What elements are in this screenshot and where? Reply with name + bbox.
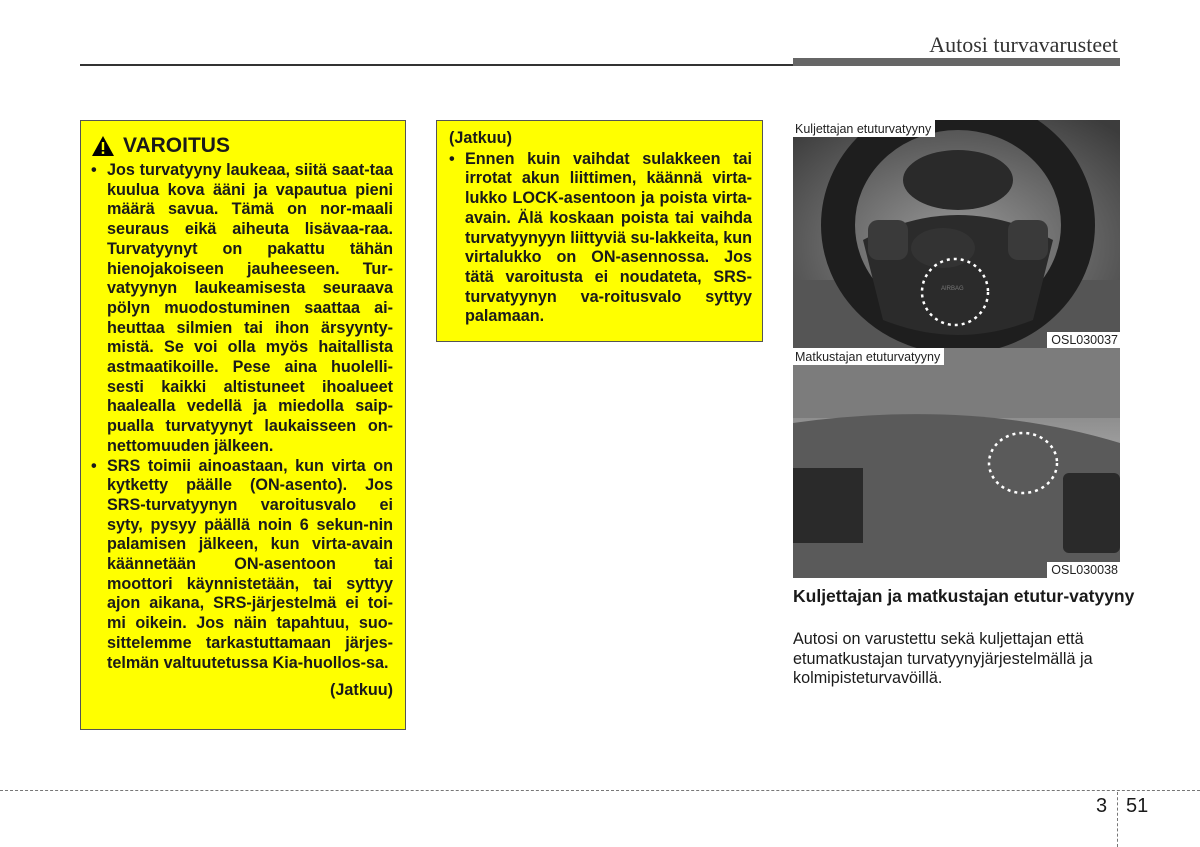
- warning-bullet: • Jos turvatyyny laukeaa, siitä saat-taa kuulua kova ääni ja vapautua pieni määrä savua. Tämä on nor-maali seuraus eikä aiheuta lisävaa-raa. Turvatyynyt on pakattu tähän hienojakoiseen jauheeseen. Tur-vatyynyn laukeamisesta seuraava pölyn muodostuminen saattaa ai-heuttaa silmien tai ihon ärsyynty-mistä. Se voi olla myös haitallista astmaatikoille. Pese aina huolelli-sesti kaikki altistuneet ihoalueet haalealla vedellä ja miedolla saip-pualla turvatyynyt laukaisseen on-nettomuuden jälkeen.: [91, 161, 393, 455]
- airbag-emboss-text: AIRBAG: [941, 286, 964, 292]
- dashboard-image: [793, 348, 1120, 578]
- page-number-separator: [1117, 792, 1118, 847]
- continuation-label: (Jatkuu): [449, 129, 512, 147]
- warning-box: [80, 120, 406, 730]
- chapter-number: 3: [1096, 795, 1108, 817]
- section-heading: Kuljettajan ja matkustajan etutur-vatyyny: [793, 586, 1135, 606]
- figure-code: OSL030037: [1047, 332, 1120, 348]
- header-title: Autosi turvavarusteet: [929, 32, 1118, 57]
- warning-bullet-text: Jos turvatyyny laukeaa, siitä saat-taa kuulua kova ääni ja vapautua pieni määrä savua. Tämä on nor-maali seuraus eikä aiheuta lisävaa-raa. Turvatyynyt on pakattu tähän hienojakoiseen jauheeseen. Tur-vatyynyn laukeamisesta seuraava pölyn muodostuminen saattaa ai-heuttaa silmien tai ihon ärsyynty-mistä. Se voi olla myös haitallista astmaatikoille. Pese aina huolelli-sesti kaikki altistuneet ihoalueet haalealla vedellä ja miedolla saip-pualla turvatyynyt laukaisseen on-nettomuuden jälkeen.: [107, 161, 393, 455]
- warning-triangle-icon: [91, 135, 115, 157]
- figure-code: OSL030038: [1047, 562, 1120, 578]
- page-number: 51: [1126, 795, 1149, 817]
- warning-continued: (Jatkuu): [330, 681, 393, 700]
- warning-heading-text: VAROITUS: [123, 134, 230, 158]
- header-rule: [80, 64, 793, 66]
- continuation-box: [436, 120, 763, 342]
- figure-label: Matkustajan etuturvatyyny: [793, 348, 944, 365]
- warning-heading: [91, 133, 393, 159]
- figure-passenger-airbag: [793, 348, 1120, 578]
- figure-label: Kuljettajan etuturvatyyny: [793, 120, 935, 137]
- continuation-bullet-text: Ennen kuin vaihdat sulakkeen tai irrotat akun liittimen, käännä virta-lukko LOCK-asentoon ja poista virta-avain. Älä koskaan poista tai vaihda turvatyynyyn liittyviä su-lakkeita, kun virtalukko on ON-asennossa. Jos tätä varoitusta ei noudateta, SRS-turvatyynyn va-roitusvalo syttyy palamaan.: [465, 149, 752, 326]
- section-body: Autosi on varustettu sekä kuljettajan että etumatkustajan turvatyynyjärjestelmällä ja kolmipisteturvavöillä.: [793, 630, 1093, 687]
- warning-bullet-text: SRS toimii ainoastaan, kun virta on kytketty päälle (ON-asento). Jos SRS-turvatyynyn varoitusvalo ei syty, pysyy päällä noin 6 sekun-nin palamisen jälkeen, kun virta-avain käännetään ON-asentoon tai moottori käynnistetään, tai syttyy ajon aikana, SRS-järjestelmä ei toi-mi oikein. Jos näin tapahtuu, suo-sittelemme tarkastuttamaan järjes-telmän valtuutetussa Kia-huollos-sa.: [107, 456, 393, 672]
- warning-bullet: • SRS toimii ainoastaan, kun virta on kytketty päälle (ON-asento). Jos SRS-turvatyynyn varoitusvalo ei syty, pysyy päällä noin 6 sekun-nin palamisen jälkeen, kun virta-avain käännetään ON-asentoon tai moottori käynnistetään, tai syttyy ajon aikana, SRS-järjestelmä ei toi-mi oikein. Jos näin tapahtuu, suo-sittelemme tarkastuttamaan järjes-telmän valtuutetussa Kia-huollos-sa.: [91, 456, 393, 672]
- continuation-bullet: • Ennen kuin vaihdat sulakkeen tai irrotat akun liittimen, käännä virta-lukko LOCK-asentoon ja poista virta-avain. Älä koskaan poista tai vaihda turvatyynyyn liittyviä su-lakkeita, kun virtalukko on ON-asennossa. Jos tätä varoitusta ei noudateta, SRS-turvatyynyn va-roitusvalo syttyy palamaan.: [449, 149, 752, 326]
- steering-wheel-image: [793, 120, 1120, 348]
- footer-rule: [0, 790, 1200, 791]
- figure-driver-airbag: [793, 120, 1120, 348]
- header-rule-accent: [793, 58, 1120, 66]
